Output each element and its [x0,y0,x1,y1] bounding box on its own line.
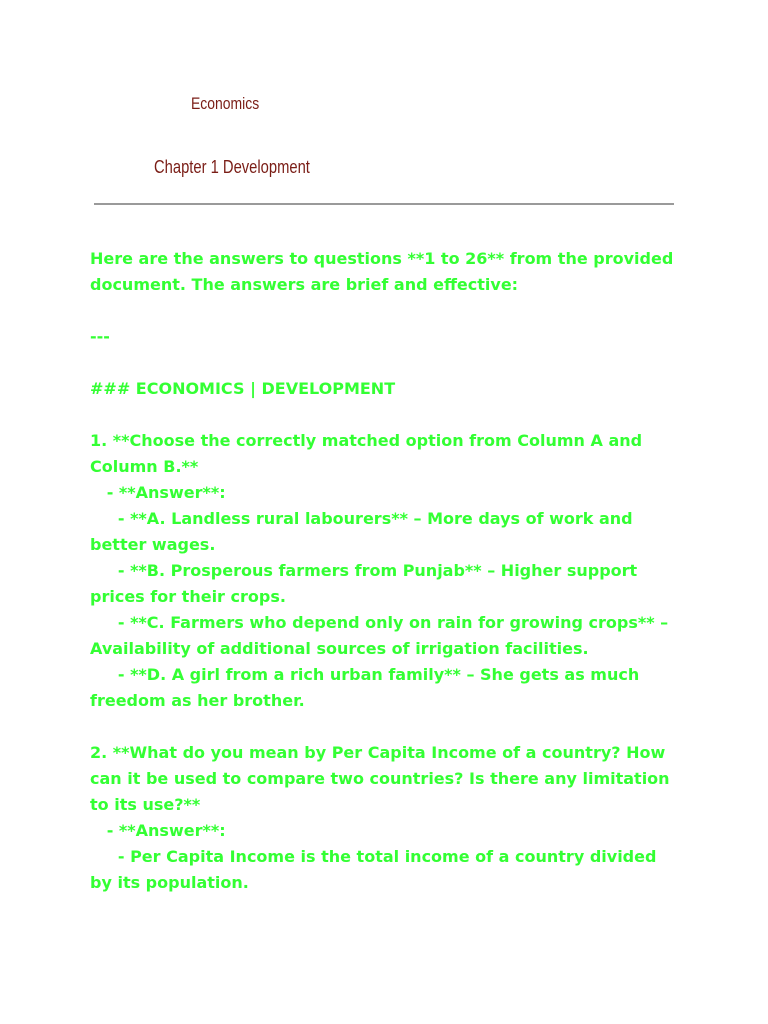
section-heading: ### ECONOMICS | DEVELOPMENT [90,379,396,398]
answer-item-a: - **A. Landless rural labourers** – More days of work and [90,509,633,528]
spacer [90,402,690,428]
answer-item: by its population. [90,873,249,892]
answer-label: - **Answer**: [90,483,226,502]
answer-item-d: freedom as her brother. [90,691,305,710]
question-1-line: Column B.** [90,457,199,476]
answer-body [90,246,690,896]
answer-item-c: - **C. Farmers who depend only on rain for growing crops** – [90,613,669,632]
answer-item: - Per Capita Income is the total income of a country divided [90,847,657,866]
intro-line: document. The answers are brief and effective: [90,275,519,294]
question-2-line: to its use?** [90,795,201,814]
answer-label: - **Answer**: [90,821,226,840]
separator-text: --- [90,327,110,346]
spacer [90,298,690,324]
question-2-line: 2. **What do you mean by Per Capita Income of a country? How [90,743,666,762]
answer-item-b: prices for their crops. [90,587,286,606]
spacer [90,714,690,740]
question-1-line: 1. **Choose the correctly matched option from Column A and [90,431,643,450]
answer-item-d: - **D. A girl from a rich urban family** – She gets as much [90,665,640,684]
answer-item-c: Availability of additional sources of irrigation facilities. [90,639,589,658]
intro-line: Here are the answers to questions **1 to 26** from the provided [90,249,674,268]
subject-title: Economics [191,94,260,113]
question-2-line: can it be used to compare two countries? Is there any limitation [90,769,670,788]
header-divider [94,203,674,205]
chapter-title: Chapter 1 Development [154,157,310,177]
answer-item-a: better wages. [90,535,216,554]
spacer [90,350,690,376]
answer-item-b: - **B. Prosperous farmers from Punjab** – Higher support [90,561,638,580]
